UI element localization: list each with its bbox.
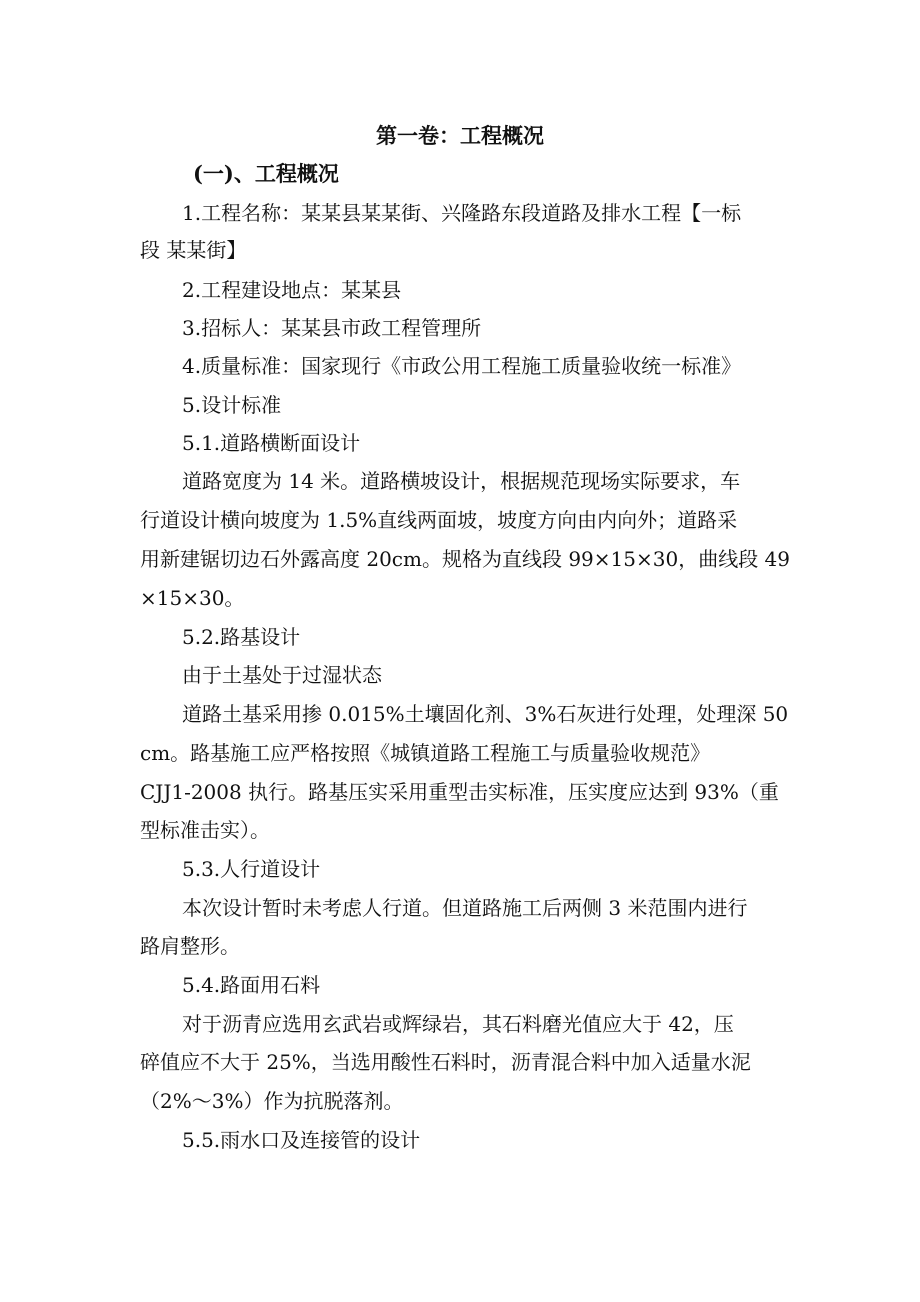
cross-section-line-2: 行道设计横向坡度为 1.5%直线两面坡，坡度方向由内向外；道路采 — [140, 508, 738, 532]
project-name-line-1: 1.工程名称：某某县某某街、兴隆路东段道路及排水工程【一标 — [182, 201, 742, 225]
subgrade-condition: 由于土基处于过湿状态 — [182, 663, 382, 687]
cross-section-line-4: ×15×30。 — [140, 586, 245, 610]
pavement-stone-line-3: （2%～3%）作为抗脱落剂。 — [140, 1089, 404, 1113]
pavement-stone-line-1: 对于沥青应选用玄武岩或辉绿岩，其石料磨光值应大于 42，压 — [182, 1012, 734, 1036]
document-title: 第一卷：工程概况 — [376, 123, 544, 148]
project-name-line-2: 段 某某街】 — [140, 238, 247, 262]
subgrade-line-4: 型标准击实）。 — [140, 818, 270, 842]
subgrade-line-1: 道路土基采用掺 0.015%土壤固化剂、3%石灰进行处理，处理深 50 — [182, 702, 789, 726]
subgrade-line-3: CJJ1-2008 执行。路基压实采用重型击实标准，压实度应达到 93%（重 — [140, 780, 779, 804]
cross-section-line-3: 用新建锯切边石外露高度 20cm。规格为直线段 99×15×30，曲线段 49 — [140, 547, 790, 571]
sidewalk-heading: 5.3.人行道设计 — [182, 857, 321, 881]
subgrade-heading: 5.2.路基设计 — [182, 625, 301, 649]
cross-section-heading: 5.1.道路横断面设计 — [182, 431, 361, 455]
sidewalk-line-2: 路肩整形。 — [140, 934, 240, 958]
construction-location: 2.工程建设地点：某某县 — [182, 278, 402, 302]
tenderer: 3.招标人：某某县市政工程管理所 — [182, 316, 482, 340]
quality-standard: 4.质量标准：国家现行《市政公用工程施工质量验收统一标准》 — [182, 354, 742, 378]
subgrade-line-2: cm。路基施工应严格按照《城镇道路工程施工与质量验收规范》 — [140, 741, 711, 765]
rain-inlet-heading: 5.5.雨水口及连接管的设计 — [182, 1128, 421, 1152]
pavement-stone-line-2: 碎值应不大于 25%，当选用酸性石料时，沥青混合料中加入适量水泥 — [140, 1050, 751, 1074]
pavement-stone-heading: 5.4.路面用石料 — [182, 973, 321, 997]
section-heading: (一)、工程概况 — [193, 161, 339, 186]
cross-section-line-1: 道路宽度为 14 米。道路横坡设计，根据规范现场实际要求，车 — [182, 469, 741, 493]
design-standard: 5.设计标准 — [182, 393, 282, 417]
sidewalk-line-1: 本次设计暂时未考虑人行道。但道路施工后两侧 3 米范围内进行 — [182, 896, 748, 920]
